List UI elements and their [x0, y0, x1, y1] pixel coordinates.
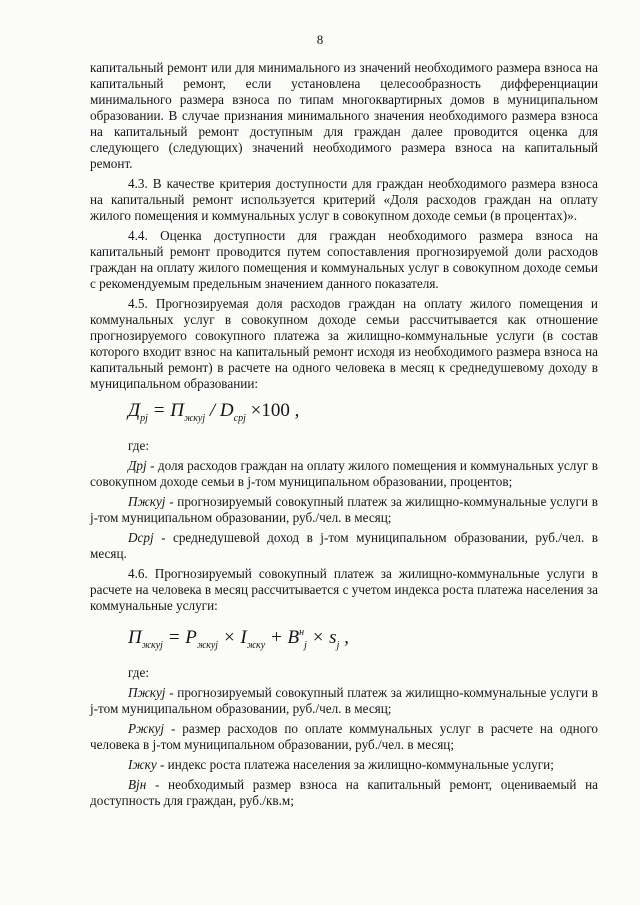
definition-dcp	[90, 530, 598, 562]
definition-dcp-text: - среднедушевой доход в j-том муниципальном образовании, руб./чел. в месяц.	[90, 530, 598, 561]
paragraph-4-3: 4.3. В качестве критерия доступности для граждан необходимого размера взноса на капитальный ремонт используется критерий «Доля расходов граждан на оплату жилого помещения и коммунальных услуг в совокупном доходе семьи (в процентах)».	[90, 176, 598, 223]
paragraph-continuation: капитальный ремонт или для минимального из значений необходимого размера взноса на капитальный ремонт, если установлена целесообразность дифференциации минимального размера взноса по типам многоквартирных домов в муниципальном образовании. В случае признания минимального значения необходимого размера взноса на капитальный ремонт доступным для граждан далее проводится оценка для следующего (следующих) значений необходимого размера взноса на капитальный ремонт.	[90, 60, 598, 171]
definition-p-text: - прогнозируемый совокупный платеж за жилищно-коммунальные услуги в j-том муниципальном образовании, руб./чел. в месяц;	[90, 494, 598, 525]
formula1-a-sub: жкуj	[183, 413, 206, 424]
formula1-eq: =	[147, 400, 171, 421]
formula2-x1: ×	[218, 627, 241, 648]
definition2-r	[90, 721, 598, 753]
document-body	[90, 60, 598, 813]
paragraph-4-5: 4.5. Прогнозируемая доля расходов граждан на оплату жилого помещения и коммунальных услуг в совокупном доходе семьи рассчитывается как отношение прогнозируемого совокупного платежа за жилищно-коммунальные услуги (в состав которого входит взнос на капитальный ремонт исходя из необходимого размера взноса на капитальный ремонт) в расчете на одного человека в месяц к среднедушевому доходу в муниципальном образовании:	[90, 296, 598, 391]
definition-dcp-symbol: Dcpj	[128, 530, 154, 545]
definition2-p-text: - прогнозируемый совокупный платеж за жилищно-коммунальные услуги в j-том муниципальном образовании, руб./чел. в месяц;	[90, 685, 598, 716]
formula-total-payment	[128, 620, 598, 659]
where-label-2: где:	[128, 665, 149, 680]
formula1-b-sub: cpj	[233, 413, 246, 424]
paragraph-4-6: 4.6. Прогнозируемый совокупный платеж за жилищно-коммунальные услуги в расчете на человека в месяц рассчитывается с учетом индекса роста платежа населения за коммунальные услуги:	[90, 566, 598, 613]
where-label-1: где:	[128, 438, 149, 453]
formula2-lhs: П	[128, 627, 142, 648]
formula2-plus: +	[265, 627, 288, 648]
page-number: 8	[316, 32, 324, 47]
formula2-b-sup: н	[299, 627, 305, 638]
formula2-eq: =	[162, 627, 186, 648]
formula1-lhs: Д	[128, 400, 141, 421]
definition2-r-text: - размер расходов по оплате коммунальных услуг в расчете на одного человека в j-том муниципальном образовании, руб./чел. в месяц;	[90, 721, 598, 752]
definition2-i-symbol: Iжку	[128, 757, 157, 772]
definition-d	[90, 458, 598, 490]
formula2-p-sub: жкуj	[196, 640, 219, 651]
formula2-p: P	[185, 627, 197, 648]
formula2-b: B	[287, 627, 300, 648]
definition2-b	[90, 777, 598, 809]
formula2-b-sub: j	[304, 640, 307, 651]
formula2-lhs-sub: жкуj	[141, 640, 163, 651]
formula1-times: ×100 ,	[245, 400, 300, 421]
definition-p-symbol: Пжкуj	[128, 494, 166, 509]
formula2-end: ,	[339, 627, 349, 648]
formula1-lhs-sub: pj	[140, 413, 148, 424]
definition-d-symbol: Дpj	[128, 458, 147, 473]
formula2-x2: ×	[306, 627, 330, 648]
formula1-b: D	[219, 400, 234, 421]
formula2-i: I	[240, 627, 247, 648]
definition2-p	[90, 685, 598, 717]
definition-d-text: - доля расходов граждан на оплату жилого помещения и коммунальных услуг в совокупном доходе семьи в j-том муниципальном образовании, процентов;	[90, 458, 599, 489]
definition2-r-symbol: Pжкуj	[128, 721, 165, 736]
definition2-i-text: - индекс роста платежа населения за жилищно-коммунальные услуги;	[159, 757, 554, 772]
definition2-p-symbol: Пжкуj	[128, 685, 166, 700]
formula-share-of-expenses	[128, 398, 598, 432]
formula2-s: s	[329, 627, 337, 648]
definition2-b-text: - необходимый размер взноса на капитальный ремонт, оцениваемый на доступность для граждан, руб./кв.м;	[90, 777, 599, 808]
definition-p	[90, 494, 598, 526]
definition2-i	[90, 757, 598, 773]
formula2-i-sub: жку	[246, 640, 266, 651]
formula2-s-sub: j	[336, 640, 340, 651]
formula1-div: /	[205, 400, 220, 421]
definition2-b-symbol: Bjн	[128, 777, 147, 792]
formula1-a: П	[170, 400, 184, 421]
paragraph-4-4: 4.4. Оценка доступности для граждан необходимого размера взноса на капитальный ремонт проводится путем сопоставления прогнозируемой доли расходов граждан на оплату жилого помещения и коммунальных услуг в совокупном доходе семьи с рекомендуемым предельным значением данного показателя.	[90, 228, 598, 291]
